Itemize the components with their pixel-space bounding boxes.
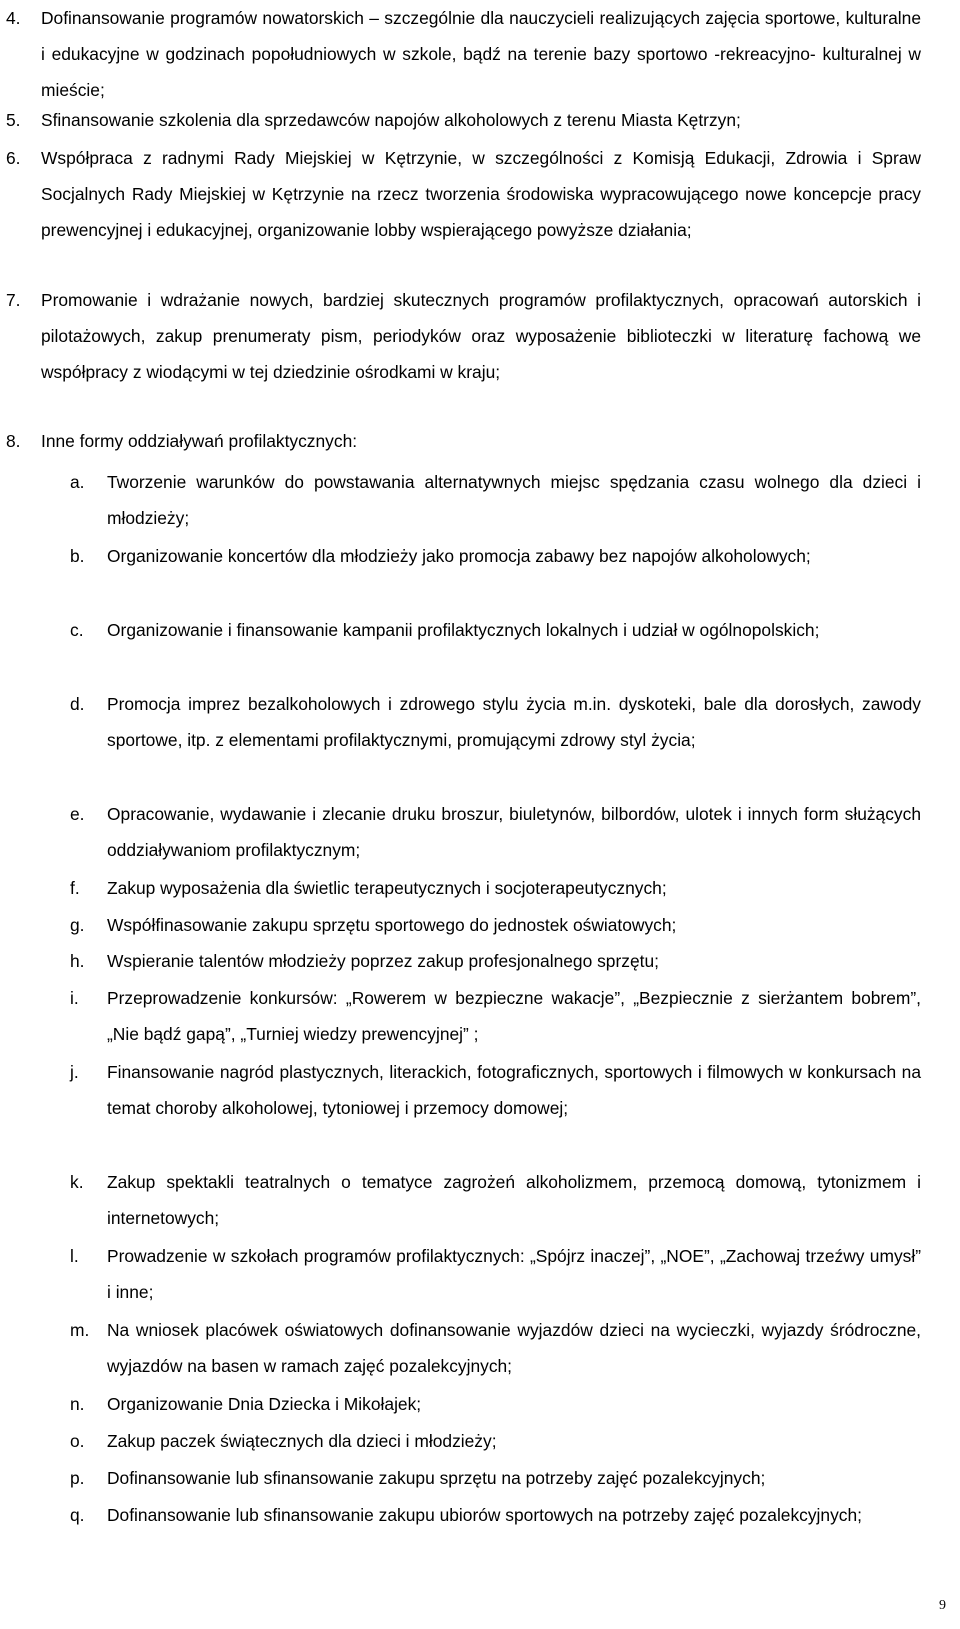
- sublist-marker: h.: [70, 951, 85, 971]
- sublist-item-text: Opracowanie, wydawanie i zlecanie druku broszur, biuletynów, bilbordów, ulotek i innych form służących oddziaływaniom profilaktycznym;: [107, 804, 921, 861]
- sublist-item-text: Zakup wyposażenia dla świetlic terapeutycznych i socjoterapeutycznych;: [107, 878, 667, 898]
- sublist-marker: b.: [70, 546, 85, 566]
- sublist-marker: k.: [70, 1172, 84, 1192]
- sublist-marker: a.: [70, 472, 85, 492]
- sublist-marker: i.: [70, 988, 79, 1008]
- sublist-item-text: Współfinasowanie zakupu sprzętu sportowego do jednostek oświatowych;: [107, 915, 677, 935]
- sublist-marker: c.: [70, 620, 84, 640]
- sublist-marker: f.: [70, 878, 80, 898]
- list-item-text: Promowanie i wdrażanie nowych, bardziej skutecznych programów profilaktycznych, opracowań autorskich i pilotażowych, zakup prenumeraty pism, periodyków oraz wyposażenie biblioteczki w literaturę fachową we współpracy z wiodącymi w tej dziedzinie ośrodkami w kraju;: [41, 290, 921, 383]
- list-marker: 8.: [6, 431, 21, 451]
- sublist-item-text: Finansowanie nagród plastycznych, literackich, fotograficznych, sportowych i filmowych w konkursach na temat choroby alkoholowej, tytoniowej i przemocy domowej;: [107, 1062, 921, 1119]
- sublist-marker: g.: [70, 915, 85, 935]
- sublist-item-text: Zakup spektakli teatralnych o tematyce zagrożeń alkoholizmem, przemocą domową, tytonizmem i internetowych;: [107, 1172, 921, 1229]
- sublist-marker: n.: [70, 1394, 85, 1414]
- sublist-item-text: Organizowanie Dnia Dziecka i Mikołajek;: [107, 1394, 422, 1414]
- sublist-item-text: Wspieranie talentów młodzieży poprzez zakup profesjonalnego sprzętu;: [107, 951, 659, 971]
- sublist-item-text: Tworzenie warunków do powstawania alternatywnych miejsc spędzania czasu wolnego dla dzieci i młodzieży;: [107, 472, 921, 529]
- sublist-marker: o.: [70, 1431, 85, 1451]
- list-item-text: Dofinansowanie programów nowatorskich – szczególnie dla nauczycieli realizujących zajęcia sportowe, kulturalne i edukacyjne w godzinach popołudniowych w szkole, bądź na terenie bazy sportowo -rekreacyjno- kulturalnej w mieście;: [41, 8, 921, 101]
- sublist-marker: d.: [70, 694, 85, 714]
- sublist-marker: p.: [70, 1468, 85, 1488]
- sublist-item-text: Zakup paczek świątecznych dla dzieci i młodzieży;: [107, 1431, 497, 1451]
- list-item-text: Sfinansowanie szkolenia dla sprzedawców napojów alkoholowych z terenu Miasta Kętrzyn;: [41, 110, 741, 130]
- sublist-item-text: Przeprowadzenie konkursów: „Rowerem w bezpieczne wakacje”, „Bezpiecznie z sierżantem bobrem”, „Nie bądź gapą”, „Turniej wiedzy prewencyjnej” ;: [107, 988, 921, 1045]
- sublist-item-text: Promocja imprez bezalkoholowych i zdrowego stylu życia m.in. dyskoteki, bale dla dorosłych, zawody sportowe, itp. z elementami profilaktycznymi, promującymi zdrowy styl życia;: [107, 694, 921, 751]
- sublist-item-text: Organizowanie i finansowanie kampanii profilaktycznych lokalnych i udział w ogólnopolskich;: [107, 620, 820, 640]
- sublist-marker: e.: [70, 804, 85, 824]
- sublist-marker: m.: [70, 1320, 90, 1340]
- list-marker: 4.: [6, 8, 21, 28]
- sublist-item-text: Organizowanie koncertów dla młodzieży jako promocja zabawy bez napojów alkoholowych;: [107, 546, 811, 566]
- sublist-item-text: Na wniosek placówek oświatowych dofinansowanie wyjazdów dzieci na wycieczki, wyjazdy śródroczne, wyjazdów na basen w ramach zajęć pozalekcyjnych;: [107, 1320, 921, 1377]
- sublist-item-text: Dofinansowanie lub sfinansowanie zakupu ubiorów sportowych na potrzeby zajęć pozalekcyjnych;: [107, 1505, 862, 1525]
- page-number: 9: [939, 1598, 946, 1613]
- list-marker: 6.: [6, 148, 21, 168]
- sublist-marker: q.: [70, 1505, 85, 1525]
- list-item-text: Współpraca z radnymi Rady Miejskiej w Kętrzynie, w szczególności z Komisją Edukacji, Zdrowia i Spraw Socjalnych Rady Miejskiej w Kętrzynie na rzecz tworzenia środowiska wypracowującego nowe koncepcje pracy prewencyjnej i edukacyjnej, organizowanie lobby wspierającego powyższe działania;: [41, 148, 921, 241]
- sublist-marker: j.: [70, 1062, 79, 1082]
- sublist-marker: l.: [70, 1246, 79, 1266]
- list-item-text: Inne formy oddziaływań profilaktycznych:: [41, 431, 358, 451]
- list-marker: 5.: [6, 110, 21, 130]
- sublist-item-text: Prowadzenie w szkołach programów profilaktycznych: „Spójrz inaczej”, „NOE”, „Zachowaj trzeźwy umysł” i inne;: [107, 1246, 921, 1303]
- list-marker: 7.: [6, 290, 21, 310]
- sublist-item-text: Dofinansowanie lub sfinansowanie zakupu sprzętu na potrzeby zajęć pozalekcyjnych;: [107, 1468, 766, 1488]
